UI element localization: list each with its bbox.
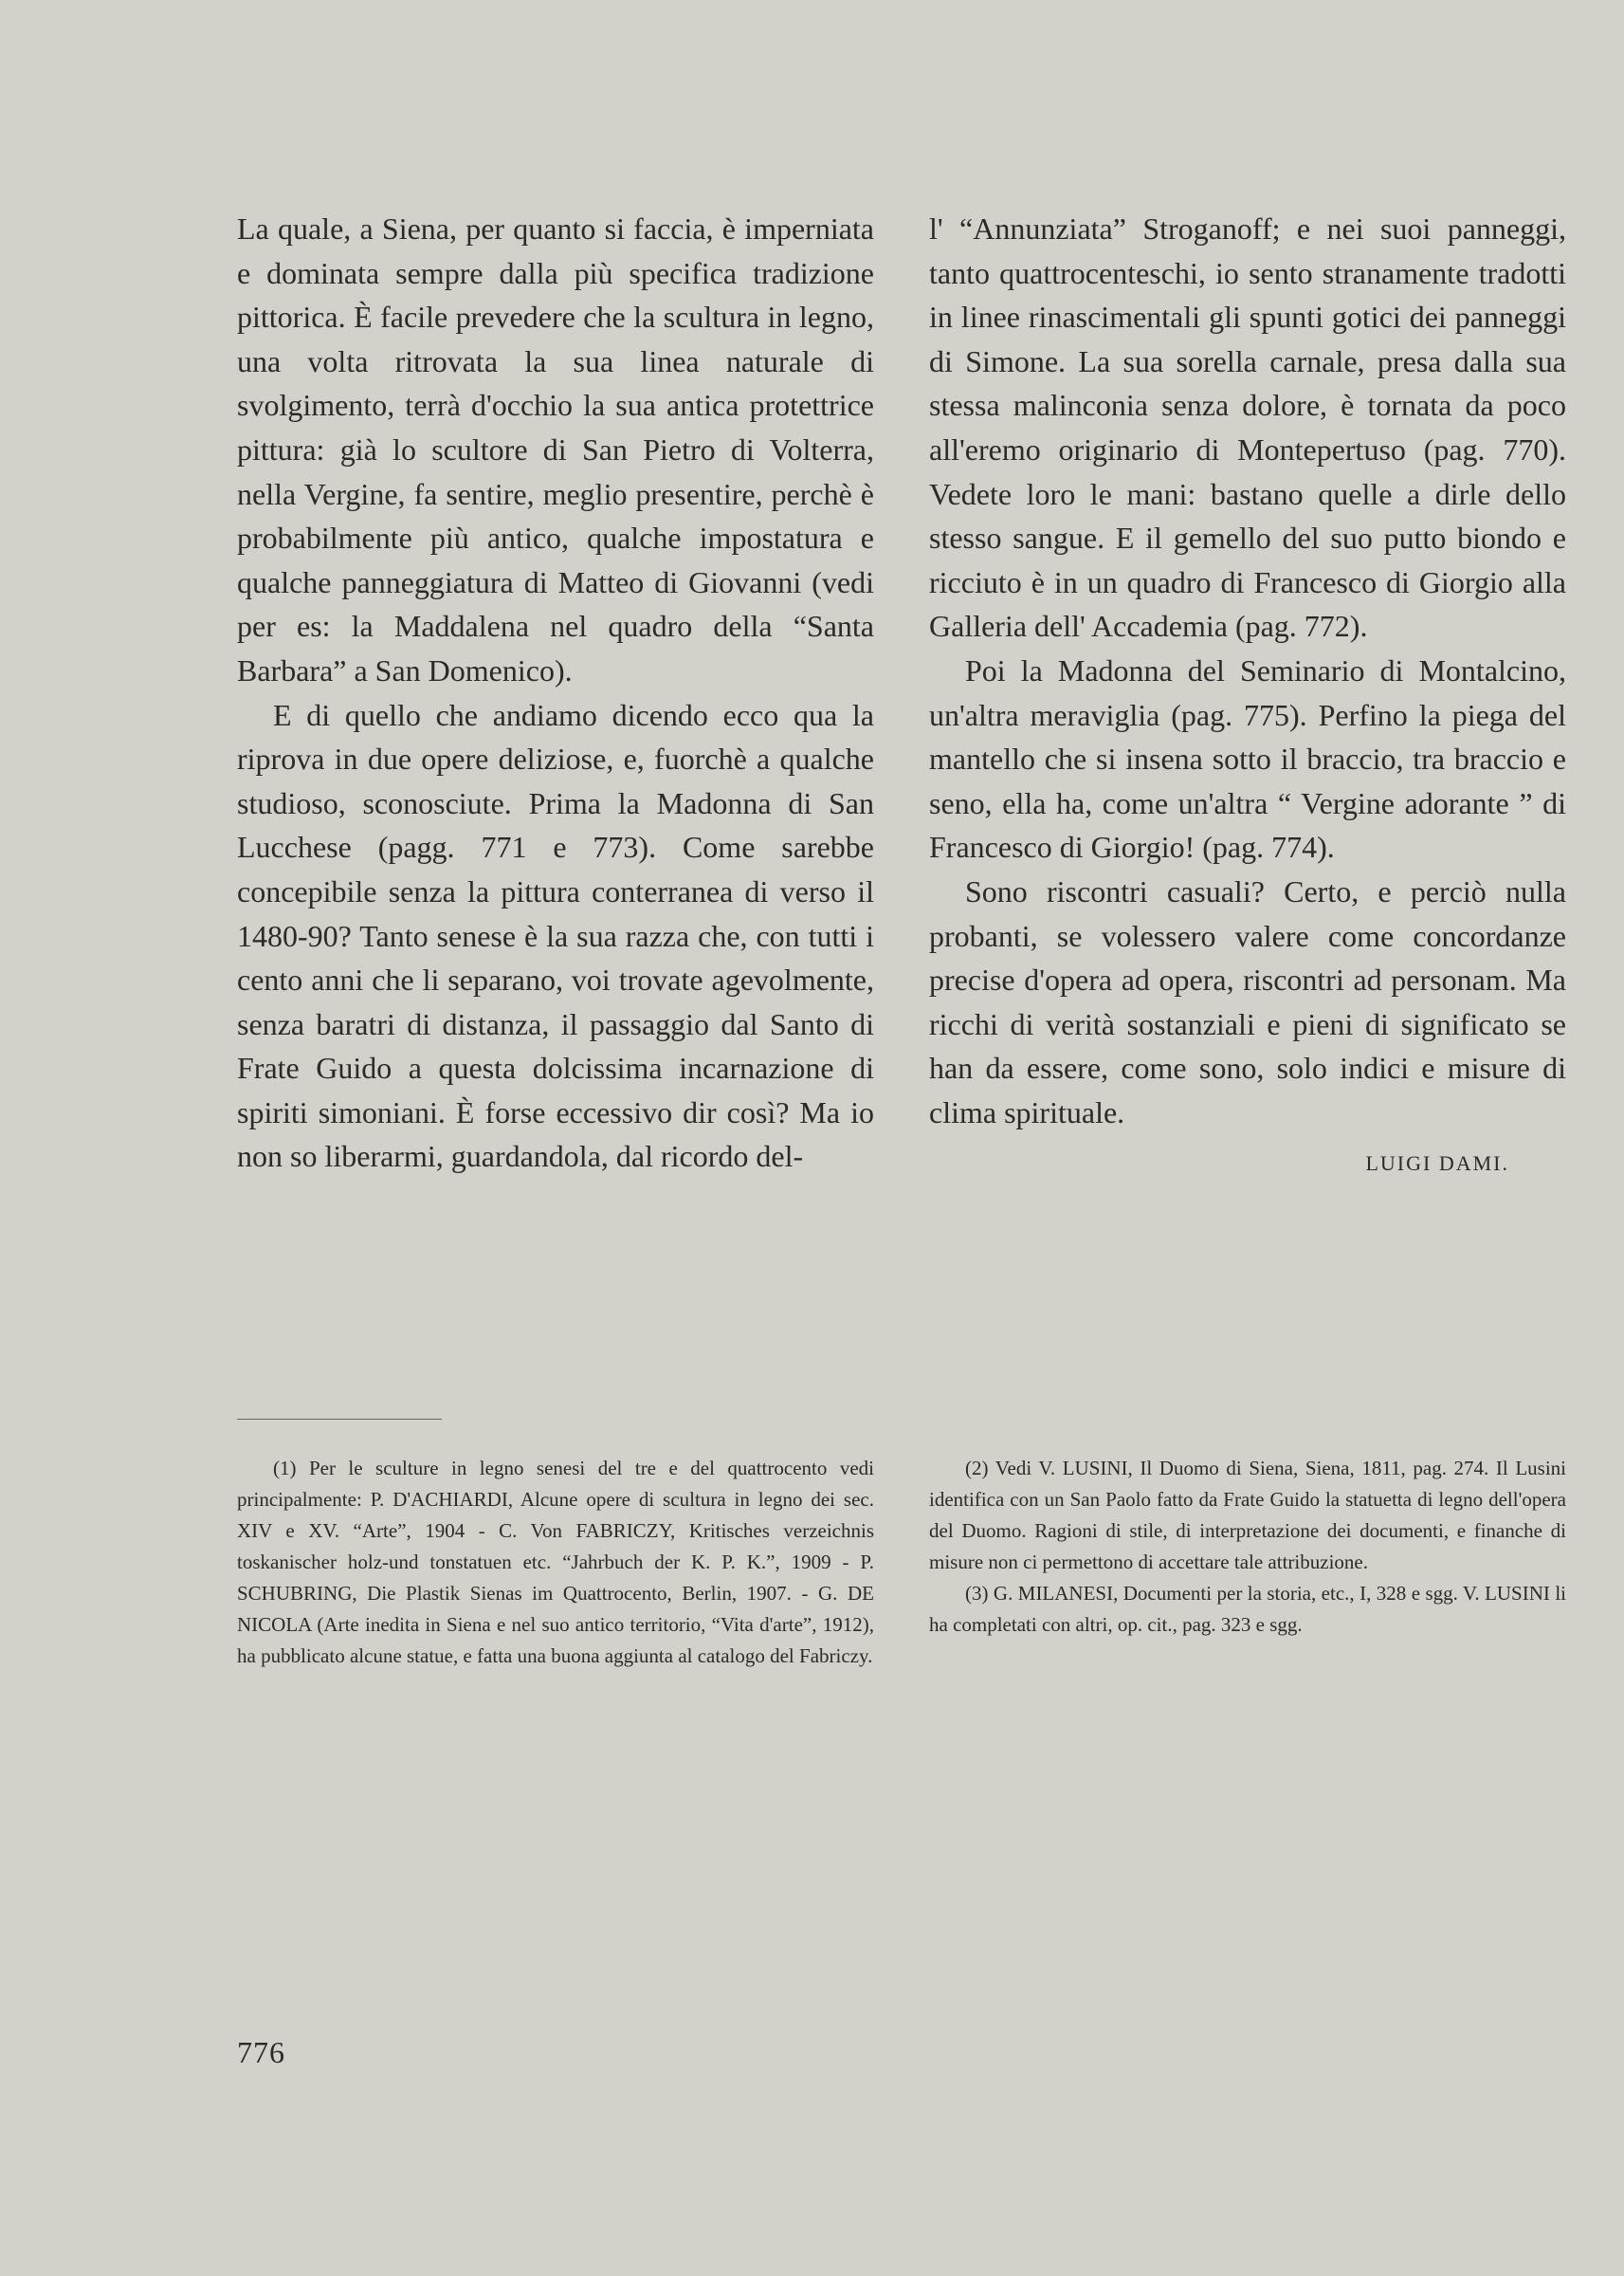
body-column-right bbox=[929, 207, 1566, 1178]
footnote: (3) G. MILANESI, Documenti per la storia, etc., I, 328 e sgg. V. LUSINI li ha completati con altri, op. cit., pag. 323 e sgg. bbox=[929, 1582, 1566, 1636]
footnotes-column-left bbox=[237, 1453, 874, 1672]
footnote: (1) Per le sculture in legno senesi del tre e del quattrocento vedi principalmente: P. D'ACHIARDI, Alcune opere di scultura in legno dei sec. XIV e XV. “Arte”, 1904 - C. Von FABRICZY, Kritisches verzeichnis toskanischer holz-und tonstatuen etc. “Jahrbuch der K. P. K.”, 1909 - P. SCHUBRING, Die Plastik Sienas im Quattrocento, Berlin, 1907. - G. DE NICOLA (Arte inedita in Siena e nel suo antico territorio, “Vita d'arte”, 1912), ha pubblicato alcune statue, e fatta una buona aggiunta al catalogo del Fabriczy. bbox=[237, 1457, 874, 1667]
author-signature: LUIGI DAMI. bbox=[1365, 1151, 1509, 1176]
body-paragraph: l' “Annunziata” Stroganoff; e nei suoi panneggi, tanto quattrocenteschi, io sento stranamente tradotti in linee rinascimentali gli spunti gotici dei panneggi di Simone. La sua sorella carnale, presa dalla sua stessa malinconia senza dolore, è tornata da poco all'eremo originario di Montepertuso (pag. 770). Vedete loro le mani: bastano quelle a dirle dello stesso sangue. E il gemello del suo putto biondo e ricciuto è in un quadro di Francesco di Giorgio alla Galleria dell' Accademia (pag. 772). bbox=[929, 211, 1566, 644]
body-paragraph: E di quello che andiamo dicendo ecco qua la riprova in due opere deliziose, e, fuorchè a qualche studioso, sconosciute. Prima la Madonna di San Lucchese (pagg. 771 e 773). Come sarebbe concepibile senza la pittura conterranea di verso il 1480-90? Tanto senese è la sua razza che, con tutti i cento anni che li separano, voi trovate agevolmente, senza baratri di distanza, il passaggio dal Santo di Frate Guido a questa dolcissima incarnazione di spiriti simoniani. È forse eccessivo dir così? Ma io non so liberarmi, guardandola, dal ricordo del- bbox=[237, 697, 874, 1174]
body-paragraph: Sono riscontri casuali? Certo, e perciò nulla probanti, se volessero valere come concordanze precise d'opera ad opera, riscontri ad personam. Ma ricchi di verità sostanziali e pieni di significato se han da essere, come sono, solo indici e misure di clima spirituale. bbox=[929, 873, 1566, 1129]
page-number: 776 bbox=[237, 2035, 285, 2069]
footnote-separator bbox=[237, 1419, 442, 1420]
body-paragraph: La quale, a Siena, per quanto si faccia, è imperniata e dominata sempre dalla più specifica tradizione pittorica. È facile prevedere che la scultura in legno, una volta ritrovata la sua linea naturale di svolgimento, terrà d'occhio la sua antica protettrice pittura: già lo scultore di San Pietro di Volterra, nella Vergine, fa sentire, meglio presentire, perchè è probabilmente più antico, qualche impostatura e qualche panneggiatura di Matteo di Giovanni (vedi per es: la Maddalena nel quadro della “Santa Barbara” a San Domenico). bbox=[237, 211, 874, 688]
footnotes-column-right bbox=[929, 1453, 1566, 1641]
body-column-left bbox=[237, 207, 874, 1179]
body-paragraph: Poi la Madonna del Seminario di Montalcino, un'altra meraviglia (pag. 775). Perfino la piega del mantello che si insena sotto il braccio, tra braccio e seno, ella ha, come un'altra “ Vergine adorante ” di Francesco di Giorgio! (pag. 774). bbox=[929, 652, 1566, 865]
footnote: (2) Vedi V. LUSINI, Il Duomo di Siena, Siena, 1811, pag. 274. Il Lusini identifica con un San Paolo fatto da Frate Guido la statuetta di legno dell'opera del Duomo. Ragioni di stile, di interpretazione dei documenti, e finanche di misure non ci permettono di accettare tale attribuzione. bbox=[929, 1457, 1566, 1573]
